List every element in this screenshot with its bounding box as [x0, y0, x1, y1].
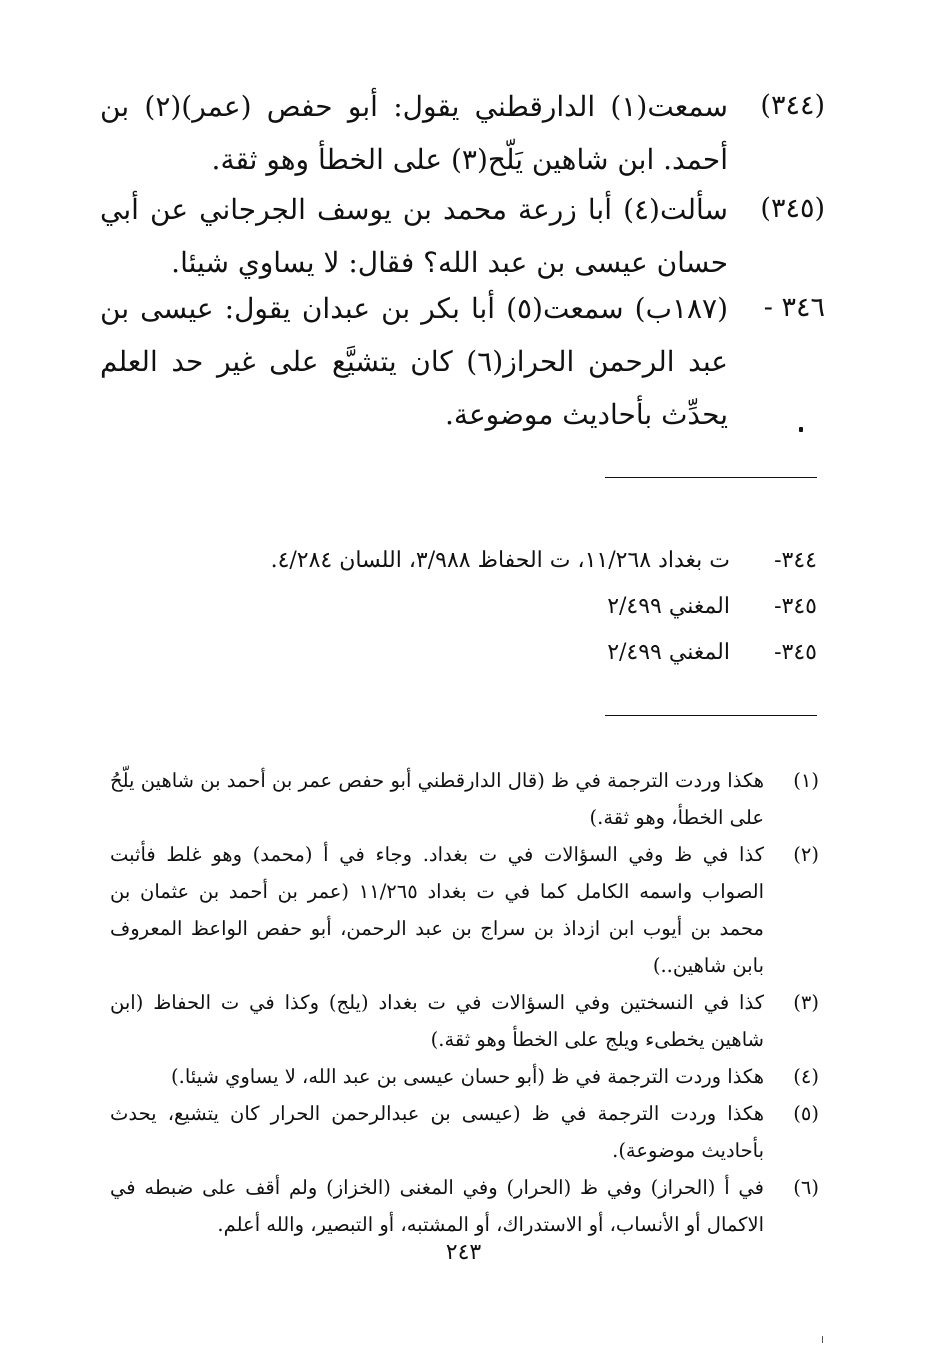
separator-rule — [605, 477, 817, 478]
entry-345 — [100, 183, 825, 289]
footnote-number: (٢) — [793, 843, 819, 866]
entry-344 — [100, 80, 825, 186]
page-number: ٢٤٣ — [445, 1240, 482, 1265]
reference-line — [117, 538, 817, 584]
footnote-number: (٥) — [793, 1102, 819, 1125]
footnote-number: (٤) — [793, 1065, 819, 1088]
footnote — [110, 984, 819, 1058]
entry-346 — [100, 282, 825, 441]
footnote-text: كذا في ظ وفي السؤالات في ت بغداد. وجاء في أ (محمد) وهو غلط فأثبت الصواب واسمه الكامل كما في ت بغداد ١١/٢٦٥ (عمر بن أحمد بن عثمان بن محمد بن أيوب ابن ازداذ بن سراج بن عبد الرحمن، أبو حفص الواعظ المعروف بابن شاهين..) — [110, 843, 764, 977]
reference-line — [117, 630, 817, 676]
entry-number: ٣٤٦ - — [763, 292, 825, 323]
reference-number: ٣٤٥- — [774, 640, 817, 665]
references-section — [117, 538, 817, 676]
reference-number: ٣٤٥- — [774, 594, 817, 619]
footnote-number: (٦) — [793, 1176, 819, 1199]
entry-number: (٣٤٥) — [760, 193, 825, 224]
reference-text: المغني ٢/٤٩٩ — [607, 594, 730, 619]
footnote — [110, 836, 819, 984]
footnote-number: (٣) — [793, 991, 819, 1014]
entry-number: (٣٤٤) — [760, 90, 825, 121]
footnote — [110, 1095, 819, 1169]
stray-mark — [799, 427, 803, 432]
footnote-number: (١) — [793, 769, 819, 792]
scan-mark — [822, 1336, 823, 1343]
footnote-text: هكذا وردت الترجمة في ظ (أبو حسان عيسى بن عبد الله، لا يساوي شيئا.) — [171, 1065, 764, 1088]
reference-line — [117, 584, 817, 630]
footnote — [110, 1169, 819, 1243]
separator-rule — [605, 715, 817, 716]
reference-text: ت بغداد ١١/٢٦٨، ت الحفاظ ٣/٩٨٨، اللسان ٤/٢٨٤. — [270, 548, 730, 573]
footnote — [110, 762, 819, 836]
footnote-text: هكذا وردت الترجمة في ظ (قال الدارقطني أبو حفص عمر بن أحمد بن شاهين يلّحُ على الخطأ، وهو ثقة.) — [110, 769, 764, 829]
footnote-text: في أ (الحراز) وفي ظ (الحرار) وفي المغنى (الخزاز) ولم أقف على ضبطه في الاكمال أو الأنساب، أو الاستدراك، أو المشتبه، أو التبصير، والله أعلم. — [110, 1176, 764, 1236]
footnote — [110, 1058, 819, 1095]
entry-text: سمعت(١) الدارقطني يقول: أبو حفص (عمر)(٢) بن أحمد. ابن شاهين يَلّح(٣) على الخطأ وهو ثقة. — [100, 90, 728, 176]
footnote-text: كذا في النسختين وفي السؤالات في ت بغداد (يلج) وكذا في ت الحفاظ (ابن شاهين يخطىء ويلج على الخطأ وهو ثقة.) — [110, 991, 764, 1051]
entry-text: (١٨٧ب) سمعت(٥) أبا بكر بن عبدان يقول: عيسى بن عبد الرحمن الحراز(٦) كان يتشيَّع على غير حد العلم يحدِّث بأحاديث موضوعة. — [100, 292, 728, 431]
reference-text: المغني ٢/٤٩٩ — [607, 640, 730, 665]
reference-number: ٣٤٤- — [774, 548, 817, 573]
footnotes-section — [110, 762, 819, 1243]
entry-text: سألت(٤) أبا زرعة محمد بن يوسف الجرجاني عن أبي حسان عيسى بن عبد الله؟ فقال: لا يساوي شيئا. — [100, 193, 728, 279]
footnote-text: هكذا وردت الترجمة في ظ (عيسى بن عبدالرحمن الحرار كان يتشيع، يحدث بأحاديث موضوعة). — [110, 1102, 764, 1162]
